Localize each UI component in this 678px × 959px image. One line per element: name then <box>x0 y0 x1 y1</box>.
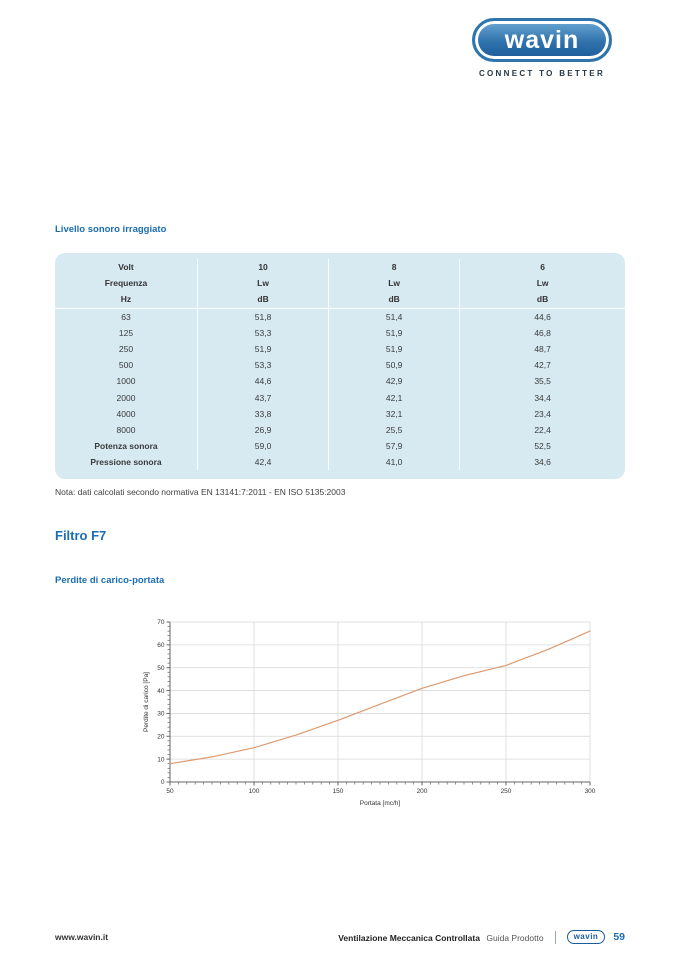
table-cell: 33,8 <box>198 406 329 422</box>
table-cell: 50,9 <box>329 357 460 373</box>
wavin-logo <box>472 18 612 62</box>
table-cell: 1000 <box>116 376 136 387</box>
page-number: 59 <box>613 931 625 943</box>
table-cell: Lw <box>460 275 625 291</box>
table-row <box>55 422 625 438</box>
table-cell: 26,9 <box>198 422 329 438</box>
y-tick-label: 20 <box>157 733 165 741</box>
x-tick-label: 250 <box>500 788 512 795</box>
section-title-filtro-f7: Filtro F7 <box>55 528 107 543</box>
table-cell: 4000 <box>116 408 136 419</box>
table-cell: 51,9 <box>198 341 329 357</box>
y-tick-label: 30 <box>157 710 165 718</box>
table-cell: Volt <box>118 262 134 273</box>
table-header-row <box>55 259 625 275</box>
table-cell: 59,0 <box>198 438 329 454</box>
table-cell: 22,4 <box>460 422 625 438</box>
table-row <box>55 390 625 406</box>
table-cell: dB <box>198 291 329 308</box>
table-row <box>55 438 625 454</box>
footer-right-group <box>338 928 625 946</box>
y-tick-label: 0 <box>160 779 165 787</box>
table-cell: 51,8 <box>198 308 329 325</box>
section-title-livello-sonoro: Livello sonoro irraggiato <box>55 224 167 235</box>
table-row <box>55 308 625 325</box>
footer-doc-title-regular: Guida Prodotto <box>486 933 544 943</box>
table-row <box>55 373 625 389</box>
y-tick-label: 40 <box>157 687 165 695</box>
table-cell: 35,5 <box>460 373 625 389</box>
footer-doc-title <box>338 928 543 946</box>
y-tick-label: 70 <box>157 619 165 627</box>
table-row <box>55 325 625 341</box>
table-cell: 25,5 <box>329 422 460 438</box>
table-cell: 34,4 <box>460 390 625 406</box>
chart-canvas <box>140 612 600 817</box>
table-row <box>55 357 625 373</box>
header-logo-block <box>472 18 612 78</box>
table-cell: Potenza sonora <box>94 441 158 452</box>
footer-doc-title-bold: Ventilazione Meccanica Controllata <box>338 933 480 943</box>
table-cell: 44,6 <box>198 373 329 389</box>
table-cell: 8 <box>329 259 460 275</box>
table-cell: Frequenza <box>104 278 148 289</box>
table-cell: 51,9 <box>329 341 460 357</box>
footer-divider <box>555 931 556 944</box>
table-cell: 34,6 <box>460 454 625 470</box>
table-cell: 51,4 <box>329 308 460 325</box>
x-tick-label: 150 <box>332 788 344 795</box>
table-cell: Hz <box>55 291 198 308</box>
table-cell: 44,6 <box>460 308 625 325</box>
table-cell: 57,9 <box>329 438 460 454</box>
table-cell: 51,9 <box>329 325 460 341</box>
table-cell: 42,4 <box>198 454 329 470</box>
table-cell: 41,0 <box>329 454 460 470</box>
table-cell: 52,5 <box>460 438 625 454</box>
table-cell: dB <box>460 291 625 308</box>
page-footer <box>0 928 678 946</box>
x-tick-label: 50 <box>166 788 174 795</box>
table-cell: 6 <box>460 259 625 275</box>
table-cell: 42,7 <box>460 357 625 373</box>
x-tick-label: 100 <box>248 788 260 795</box>
table-cell: 10 <box>198 259 329 275</box>
table-cell: 42,9 <box>329 373 460 389</box>
table-cell: 125 <box>118 327 134 338</box>
table-cell: 43,7 <box>198 390 329 406</box>
table-cell: 32,1 <box>329 406 460 422</box>
table-cell: 63 <box>121 311 131 322</box>
table-cell: 53,3 <box>198 357 329 373</box>
x-tick-label: 300 <box>584 788 596 795</box>
table-cell: Lw <box>198 275 329 291</box>
x-tick-label: 200 <box>416 788 428 795</box>
logo-tagline: CONNECT TO BETTER <box>478 69 606 78</box>
y-tick-label: 50 <box>157 664 165 672</box>
table-cell: 53,3 <box>198 325 329 341</box>
pressure-drop-line <box>170 631 590 764</box>
y-tick-label: 10 <box>157 756 165 764</box>
table-cell: 42,1 <box>329 390 460 406</box>
footer-website: www.wavin.it <box>55 932 109 942</box>
table-cell: 2000 <box>116 392 136 403</box>
x-axis-title: Portata [mc/h] <box>359 800 401 807</box>
table-cell: 8000 <box>116 424 136 435</box>
table-cell: 23,4 <box>460 406 625 422</box>
wavin-logo-text: wavin <box>504 25 580 54</box>
pressure-drop-chart <box>140 612 600 817</box>
table-header-row <box>55 275 625 291</box>
table-cell: Lw <box>329 275 460 291</box>
table-row <box>55 454 625 470</box>
table-cell: 250 <box>118 344 134 355</box>
table-cell: 48,7 <box>460 341 625 357</box>
footer-wavin-logo: wavin <box>567 930 606 944</box>
y-tick-label: 60 <box>157 642 165 650</box>
table-row <box>55 406 625 422</box>
table-cell: Pressione sonora <box>90 457 162 468</box>
y-axis-title: Perdite di carico [Pa] <box>143 672 150 732</box>
table-cell: 500 <box>118 360 134 371</box>
table-header-row <box>55 291 625 308</box>
section-title-perdite-carico: Perdite di carico-portata <box>55 575 165 586</box>
table-note: Nota: dati calcolati secondo normativa EN 13141:7:2011 - EN ISO 5135:2003 <box>55 487 346 497</box>
sound-level-table <box>55 253 625 479</box>
table-row <box>55 341 625 357</box>
table-cell: dB <box>329 291 460 308</box>
table-cell: 46,8 <box>460 325 625 341</box>
